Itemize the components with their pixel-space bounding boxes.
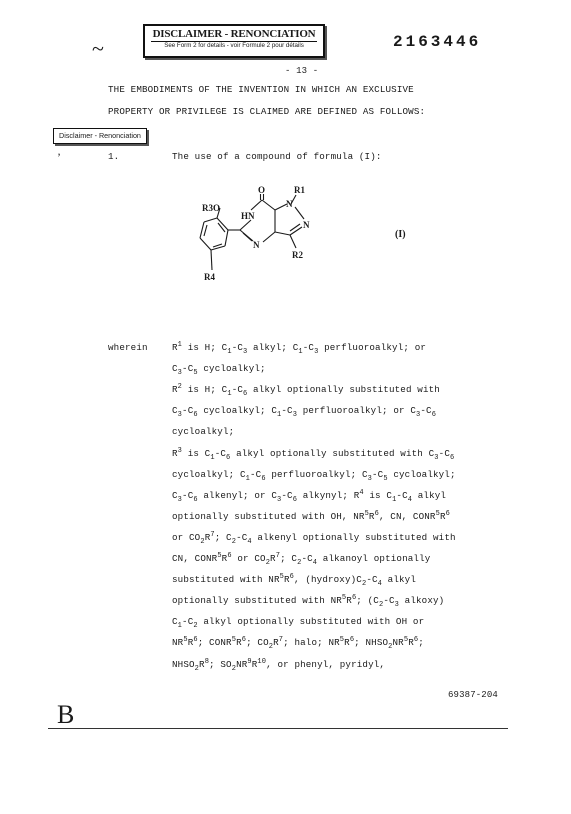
definition-text: ; CO bbox=[246, 637, 269, 649]
definition-text: alkynyl; R bbox=[297, 489, 360, 501]
definition-sup: 6 bbox=[413, 636, 419, 645]
definition-text: cycloalkyl; C bbox=[197, 405, 278, 417]
definition-text: alkyl optionally substituted with bbox=[247, 384, 440, 396]
definition-line bbox=[172, 616, 425, 631]
definition-sub: 3 bbox=[367, 474, 372, 483]
definition-sub: 1 bbox=[277, 411, 282, 420]
definition-text: R bbox=[273, 637, 279, 649]
label-r2: R2 bbox=[292, 250, 303, 260]
definition-text: R bbox=[204, 531, 211, 543]
definition-text: R bbox=[199, 658, 205, 670]
page-number: - 13 - bbox=[285, 66, 319, 76]
definition-text: alkanoyl optionally bbox=[317, 553, 431, 564]
definition-text: -C bbox=[182, 616, 194, 628]
definition-line bbox=[172, 405, 437, 420]
bottom-rule bbox=[48, 728, 508, 729]
definition-sub: 3 bbox=[243, 347, 248, 356]
definition-sub: 3 bbox=[416, 411, 421, 420]
definition-sub: 3 bbox=[292, 411, 298, 420]
label-n-bottom: N bbox=[253, 240, 260, 250]
definition-sup: 6 bbox=[445, 509, 450, 518]
definition-text: R bbox=[346, 595, 352, 607]
definition-text: R bbox=[172, 447, 178, 459]
definition-text: alkyl bbox=[412, 489, 447, 501]
label-n-right: N bbox=[303, 220, 310, 230]
label-o-top: O bbox=[258, 185, 266, 195]
definition-line bbox=[172, 468, 456, 483]
definition-text: perfluoroalkyl; or C bbox=[297, 405, 416, 417]
formula-label: (I) bbox=[395, 229, 406, 240]
definition-sub: 6 bbox=[226, 453, 231, 462]
definition-sub: 2 bbox=[361, 579, 367, 588]
definition-line bbox=[172, 363, 266, 377]
definition-text: cycloalkyl; bbox=[197, 363, 266, 375]
definition-sup: 5 bbox=[231, 636, 237, 645]
definition-sub: 1 bbox=[227, 390, 232, 399]
definition-sub: 3 bbox=[277, 495, 282, 504]
definition-text: -C bbox=[231, 384, 244, 396]
definition-text: ; (C bbox=[356, 595, 379, 607]
definition-text: -C bbox=[182, 405, 194, 417]
definition-text: , (hydroxy)C bbox=[294, 574, 362, 586]
definition-sub: 6 bbox=[431, 411, 437, 420]
definition-line bbox=[172, 551, 431, 567]
definition-text: NHSO bbox=[172, 658, 195, 670]
definition-text: ; CONR bbox=[197, 637, 232, 649]
definition-sub: 2 bbox=[193, 622, 198, 631]
definition-sub: 2 bbox=[265, 558, 271, 567]
definition-text: alkenyl optionally substituted with bbox=[251, 531, 456, 543]
definition-text: NR bbox=[392, 637, 404, 649]
definition-sub: 1 bbox=[210, 453, 215, 462]
definition-text: R bbox=[172, 342, 178, 353]
definition-sub: 2 bbox=[388, 643, 393, 652]
definition-sup: 5 bbox=[403, 636, 409, 645]
definition-sup: 7 bbox=[210, 530, 215, 539]
wherein-label: wherein bbox=[108, 342, 148, 353]
disclaimer-stamp-subtitle: See Form 2 for details - voir Formule 2 pour détails bbox=[164, 42, 304, 49]
chemical-structure bbox=[190, 180, 340, 295]
definition-text: , CN, CONR bbox=[378, 510, 436, 522]
definition-text: R bbox=[221, 553, 228, 564]
small-disclaimer-stamp: Disclaimer - Renonciation bbox=[53, 128, 147, 144]
definition-text: R bbox=[270, 553, 276, 564]
definition-text: perfluoroalkyl; C bbox=[265, 468, 368, 480]
definition-text: R bbox=[408, 637, 414, 649]
definition-text: -C bbox=[371, 468, 384, 480]
definition-sup: 5 bbox=[217, 551, 222, 560]
definition-sup: 5 bbox=[435, 509, 440, 518]
claim-text: The use of a compound of formula (I): bbox=[172, 151, 382, 162]
definition-sub: 3 bbox=[394, 601, 399, 610]
definition-sup: 6 bbox=[349, 636, 355, 645]
disclaimer-stamp bbox=[143, 24, 325, 58]
definition-text: alkyl optionally substituted with OH or bbox=[197, 616, 425, 628]
definition-line bbox=[172, 511, 450, 522]
definition-sup: 6 bbox=[374, 509, 379, 518]
definition-sup: 4 bbox=[359, 488, 364, 497]
definition-sub: 4 bbox=[312, 558, 318, 567]
definition-text: R bbox=[236, 637, 242, 649]
definition-sup: 6 bbox=[193, 636, 198, 645]
definition-sup: 7 bbox=[275, 551, 281, 560]
definition-text: R bbox=[251, 658, 258, 670]
definition-text: perfluoroalkyl; or bbox=[318, 342, 427, 353]
definition-text: CN, CONR bbox=[172, 553, 218, 564]
definition-sub: 2 bbox=[231, 664, 237, 673]
definition-text: R bbox=[344, 637, 350, 649]
definition-text: is H; C bbox=[182, 384, 228, 396]
definition-text: or CO bbox=[172, 531, 201, 543]
definition-sup: 7 bbox=[278, 636, 284, 645]
definition-text: C bbox=[172, 616, 178, 628]
definition-text: -C bbox=[182, 489, 194, 501]
definition-text: alkenyl; or C bbox=[197, 489, 278, 501]
margin-tick: ’ bbox=[57, 150, 61, 164]
definition-text: alkoxy) bbox=[399, 595, 445, 607]
definition-text: R bbox=[368, 510, 375, 522]
definition-text: -C bbox=[301, 553, 313, 564]
definition-text: ; bbox=[418, 637, 424, 649]
definition-sup: 5 bbox=[364, 509, 369, 518]
definition-sub: 6 bbox=[193, 411, 198, 420]
definition-sub: 3 bbox=[314, 347, 319, 356]
label-r4: R4 bbox=[204, 272, 215, 282]
definition-text: , or phenyl, pyridyl, bbox=[266, 658, 386, 670]
definition-sup: 6 bbox=[227, 551, 232, 560]
definition-text: or CO bbox=[231, 553, 266, 564]
definition-line bbox=[172, 383, 440, 399]
definition-sub: 3 bbox=[177, 368, 183, 377]
definition-text: -C bbox=[214, 447, 227, 459]
definition-sub: 1 bbox=[177, 622, 183, 631]
definition-sup: 5 bbox=[341, 594, 347, 603]
definition-line bbox=[172, 594, 445, 610]
definition-sup: 6 bbox=[241, 636, 247, 645]
definition-text: cycloalkyl; bbox=[172, 426, 235, 438]
definition-sub: 6 bbox=[292, 495, 298, 504]
definition-sub: 2 bbox=[200, 537, 205, 546]
definition-line bbox=[172, 657, 386, 673]
definition-sub: 2 bbox=[297, 558, 302, 567]
stamp-divider bbox=[151, 41, 317, 42]
definition-sub: 2 bbox=[231, 537, 237, 546]
definition-text: NR bbox=[172, 637, 184, 649]
definition-text: is H; C bbox=[182, 342, 228, 353]
definition-text: -C bbox=[236, 531, 248, 543]
definition-text: ; C bbox=[280, 553, 298, 564]
definition-sub: 6 bbox=[243, 390, 248, 399]
definition-text: C bbox=[172, 405, 178, 417]
definition-line bbox=[172, 340, 427, 356]
b-logo-letter: B bbox=[57, 700, 75, 729]
definition-sub: 6 bbox=[261, 474, 266, 483]
definition-sup: 5 bbox=[279, 573, 284, 582]
definition-sup: 10 bbox=[257, 657, 267, 666]
definition-sub: 4 bbox=[407, 495, 413, 504]
definition-sup: 1 bbox=[177, 340, 183, 349]
definition-text: -C bbox=[281, 489, 293, 501]
definition-text: cycloalkyl; bbox=[387, 468, 456, 480]
definition-text: -C bbox=[438, 447, 450, 459]
claim-number: 1. bbox=[108, 151, 120, 162]
definition-text: -C bbox=[396, 489, 408, 501]
definition-text: is C bbox=[182, 447, 211, 459]
definition-text: alkyl; C bbox=[247, 342, 299, 353]
definition-text: ; halo; NR bbox=[283, 637, 340, 649]
definition-text: alkyl optionally substituted with C bbox=[230, 447, 435, 459]
definition-text: C bbox=[172, 489, 178, 501]
definition-sub: 1 bbox=[298, 347, 303, 356]
definition-sup: 6 bbox=[289, 573, 294, 582]
definition-sup: 3 bbox=[177, 446, 183, 455]
definition-text: -C bbox=[420, 405, 432, 417]
definition-text: -C bbox=[281, 405, 293, 417]
definition-sub: 5 bbox=[383, 474, 388, 483]
definition-text: C bbox=[172, 363, 178, 375]
label-n-upper-right: N bbox=[286, 199, 293, 209]
definition-text: -C bbox=[249, 468, 262, 480]
footer-reference: 69387-204 bbox=[448, 690, 498, 700]
definition-text: substituted with NR bbox=[172, 574, 280, 586]
definition-sub: 3 bbox=[434, 453, 439, 462]
definition-text: ; NHSO bbox=[354, 637, 389, 649]
definition-sub: 2 bbox=[194, 664, 200, 673]
definition-text: R bbox=[439, 510, 446, 522]
label-r1: R1 bbox=[294, 185, 305, 195]
definition-text: R bbox=[187, 637, 194, 649]
definition-text: optionally substituted with OH, NR bbox=[172, 510, 365, 522]
definition-sup: 5 bbox=[183, 636, 188, 645]
definition-sub: 4 bbox=[377, 579, 383, 588]
definition-sup: 2 bbox=[177, 383, 183, 392]
definition-sub: 1 bbox=[245, 474, 250, 483]
definition-text: is C bbox=[363, 489, 393, 501]
definition-line bbox=[172, 530, 456, 546]
definition-text: -C bbox=[366, 574, 378, 586]
definition-sub: 6 bbox=[193, 495, 198, 504]
definition-text: -C bbox=[182, 363, 194, 375]
definition-text: ; SO bbox=[209, 658, 232, 670]
definition-line bbox=[172, 446, 455, 462]
definition-sup: 8 bbox=[204, 657, 210, 666]
definition-sub: 3 bbox=[177, 495, 183, 504]
definition-sub: 4 bbox=[247, 537, 252, 546]
definition-sup: 9 bbox=[247, 657, 252, 666]
definition-text: R bbox=[172, 384, 178, 396]
definition-sub: 6 bbox=[449, 453, 455, 462]
definition-text: cycloalkyl; C bbox=[172, 468, 246, 480]
patent-number: 2163446 bbox=[393, 33, 482, 51]
definition-text: -C bbox=[231, 342, 244, 353]
definition-sub: 2 bbox=[378, 601, 384, 610]
definition-text: alkyl bbox=[382, 574, 416, 586]
definition-text: optionally substituted with NR bbox=[172, 595, 342, 607]
label-r3o: R3O bbox=[202, 203, 220, 213]
definition-sub: 5 bbox=[193, 368, 198, 377]
definition-sup: 6 bbox=[351, 594, 357, 603]
definition-sub: 1 bbox=[227, 347, 232, 356]
definition-text: ; C bbox=[214, 531, 232, 543]
definition-text: -C bbox=[302, 342, 315, 353]
heading-line-1: THE EMBODIMENTS OF THE INVENTION IN WHICH AN EXCLUSIVE bbox=[108, 84, 414, 95]
definition-sup: 5 bbox=[339, 636, 345, 645]
definition-sub: 3 bbox=[177, 411, 183, 420]
definition-line bbox=[172, 488, 447, 504]
definition-text: -C bbox=[383, 595, 395, 607]
definition-line bbox=[172, 636, 424, 652]
definition-text: R bbox=[283, 574, 290, 586]
heading-line-2: PROPERTY OR PRIVILEGE IS CLAIMED ARE DEFINED AS FOLLOWS: bbox=[108, 106, 426, 117]
definition-line bbox=[172, 426, 234, 437]
definition-sub: 1 bbox=[392, 495, 397, 504]
label-hn: HN bbox=[241, 211, 255, 221]
disclaimer-stamp-title: DISCLAIMER - RENONCIATION bbox=[152, 28, 316, 40]
definition-sub: 2 bbox=[268, 643, 274, 652]
definition-line bbox=[172, 573, 416, 588]
left-mark: ~ bbox=[92, 36, 104, 61]
definition-text: NR bbox=[236, 658, 248, 670]
